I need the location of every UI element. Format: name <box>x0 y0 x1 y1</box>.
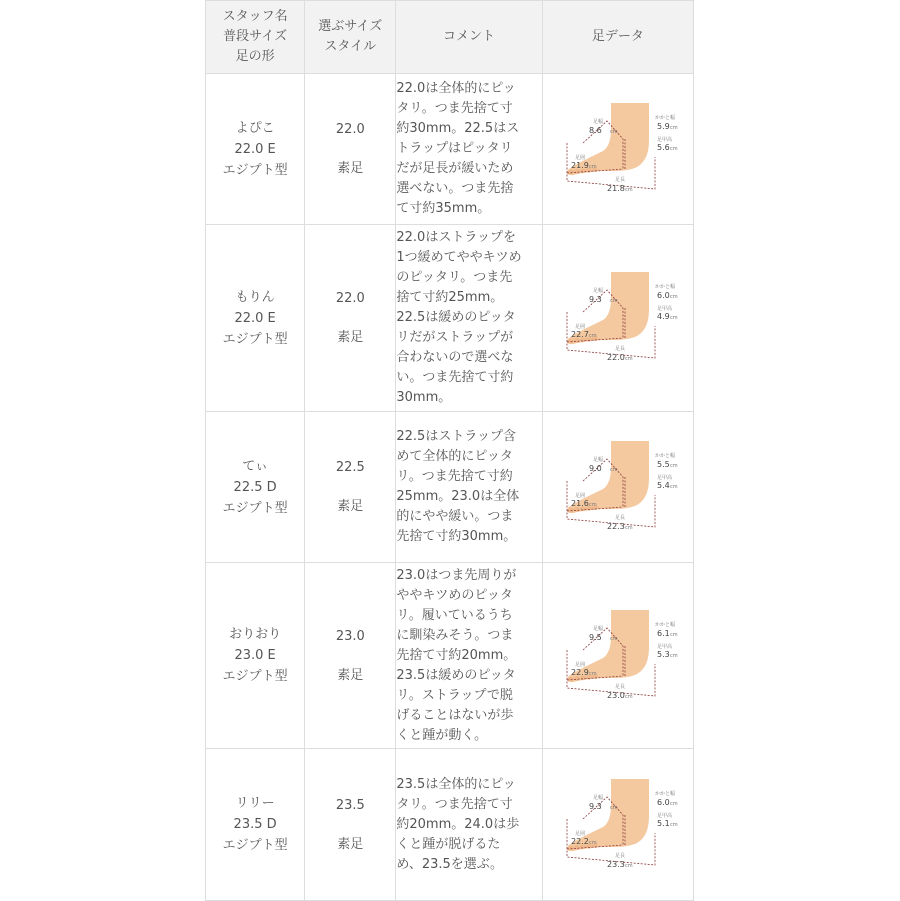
staff-cell <box>206 225 305 412</box>
comment-line: 約20mm。24.0は歩 <box>396 816 520 832</box>
unit-label: cm <box>624 187 633 193</box>
girth-value: 21.6 <box>570 499 589 508</box>
foot-data-cell <box>542 749 693 901</box>
style-label: 素足 <box>337 330 364 345</box>
toe-shape <box>568 339 574 344</box>
staff-name: もりん <box>235 289 275 305</box>
comment-line: 22.5は緩めのピッタ <box>396 310 516 325</box>
staff-name: てぃ <box>242 458 268 474</box>
chosen-size: 23.0 <box>335 628 365 644</box>
heel-width-label: かかと幅 <box>654 790 675 797</box>
table-row <box>206 74 694 225</box>
girth-value: 22.2 <box>570 836 589 846</box>
foot-width-label: 足幅 <box>592 457 603 463</box>
comment-line: トラップはピッタリ <box>396 141 513 156</box>
staff-cell <box>206 749 305 901</box>
foot-data-cell <box>542 412 693 563</box>
foot-width-label: 足幅 <box>592 794 603 801</box>
instep-label: 足甲高 <box>656 137 672 143</box>
comment-cell <box>396 74 542 225</box>
instep-label: 足甲高 <box>656 475 672 481</box>
unit-label: cm <box>588 164 597 170</box>
comment-line: 30mm。 <box>396 390 452 405</box>
unit-label: cm <box>609 129 618 135</box>
chosen-size: 23.5 <box>335 797 365 813</box>
comment-line: 23.5は緩めのピッタ <box>396 667 516 683</box>
foot-width-value: 9.3 <box>588 295 602 304</box>
staff-name: よぴこ <box>235 120 275 136</box>
table-row <box>206 225 694 412</box>
unit-label: cm <box>669 631 678 638</box>
comment-line: 先捨て寸約20mm。 <box>396 647 517 663</box>
unit-label: cm <box>588 333 597 339</box>
foot-width-label: 足幅 <box>592 288 603 294</box>
comment-line: リ。履いているうち <box>396 607 513 623</box>
header-choice-line: 選ぶサイズ <box>318 19 383 34</box>
size-cell <box>305 749 396 901</box>
unit-label: cm <box>624 525 633 531</box>
heel-width-label: かかと幅 <box>654 453 675 459</box>
comment-line: 1つ緩めてややキツめ <box>396 250 522 265</box>
toe-shape <box>568 508 574 513</box>
unit-label: cm <box>669 146 678 152</box>
unit-label: cm <box>669 315 678 321</box>
unit-label: cm <box>609 804 618 811</box>
comment-line: 23.5は全体的にピッ <box>396 776 516 792</box>
staff-shape: エジプト型 <box>222 500 288 516</box>
table-body <box>206 74 694 901</box>
table-row <box>206 749 694 901</box>
staff-shape: エジプト型 <box>222 162 288 178</box>
toe-shape <box>568 676 574 681</box>
comment-line: 合わないので選べな <box>396 350 514 365</box>
length-label: 足長 <box>614 852 625 859</box>
header-row <box>206 1 694 74</box>
length-value: 23.3 <box>606 859 625 869</box>
girth-label: 足囲 <box>574 493 585 499</box>
length-value: 23.0 <box>606 690 625 700</box>
comment-line: 23.0はつま先周りが <box>396 567 517 583</box>
foot-width-value: 9.0 <box>588 464 602 473</box>
comment-line: に馴染みそう。つま <box>396 627 514 643</box>
comment-line: 22.0はストラップを <box>396 230 517 245</box>
comment-cell <box>396 749 542 901</box>
staff-usual: 22.0 E <box>234 141 276 157</box>
instep-value: 5.6 <box>656 143 670 152</box>
comment-line: い。つま先捨て寸約 <box>396 370 514 385</box>
unit-label: cm <box>669 294 678 300</box>
table-row <box>206 412 694 563</box>
instep-value: 5.1 <box>656 818 670 828</box>
staff-shape: エジプト型 <box>222 669 288 684</box>
unit-label: cm <box>624 356 633 362</box>
foot-data-cell <box>542 563 693 749</box>
comment-cell <box>396 412 542 563</box>
unit-label: cm <box>669 821 678 828</box>
heel-width-value: 5.9 <box>656 122 670 131</box>
heel-width-label: かかと幅 <box>654 284 675 290</box>
foot-width-value: 9.5 <box>588 632 602 642</box>
unit-label: cm <box>669 463 678 469</box>
foot-data-cell <box>542 225 693 412</box>
style-label: 素足 <box>337 836 364 852</box>
staff-cell <box>206 563 305 749</box>
unit-label: cm <box>624 862 633 869</box>
comment-line: 選べない。つま先捨 <box>396 181 514 196</box>
foot-diagram <box>563 437 678 537</box>
length-label: 足長 <box>614 346 625 352</box>
girth-value: 22.7 <box>570 330 589 339</box>
length-value: 22.0 <box>606 353 625 362</box>
girth-label: 足囲 <box>574 324 585 330</box>
heel-width-value: 6.1 <box>656 628 670 638</box>
chosen-size: 22.5 <box>335 460 365 475</box>
table-row <box>206 563 694 749</box>
comment-line: て寸約35mm。 <box>396 201 491 216</box>
header-staff <box>206 1 305 74</box>
unit-label: cm <box>588 502 597 508</box>
header-choice <box>305 1 396 74</box>
chosen-size: 22.0 <box>335 122 365 137</box>
staff-usual: 23.0 E <box>234 648 276 663</box>
comment-line: 先捨て寸約30mm。 <box>396 529 517 544</box>
comment-line: くと踵が動く。 <box>396 727 488 743</box>
header-choice-line: スタイル <box>324 39 377 54</box>
comment-line: ややキツめのピッタ <box>396 587 513 603</box>
toe-shape <box>568 845 574 850</box>
comment-line: くと踵が脱げるた <box>396 836 501 852</box>
comment-line: 22.5はストラップ含 <box>396 429 517 444</box>
style-label: 素足 <box>337 499 364 514</box>
instep-label: 足甲高 <box>656 812 672 819</box>
comment-line: リだがストラップが <box>396 330 514 345</box>
size-comparison-table <box>205 0 694 901</box>
unit-label: cm <box>609 635 618 642</box>
header-footdata: 足データ <box>542 1 693 74</box>
header-comment: コメント <box>396 1 542 74</box>
staff-cell <box>206 74 305 225</box>
staff-usual: 22.5 D <box>233 479 277 495</box>
chosen-size: 22.0 <box>335 291 365 306</box>
heel-width-value: 6.0 <box>656 797 670 807</box>
unit-label: cm <box>609 467 618 473</box>
foot-width-label: 足幅 <box>592 119 603 125</box>
instep-label: 足甲高 <box>656 643 672 650</box>
staff-usual: 23.5 D <box>233 817 277 832</box>
staff-cell <box>206 412 305 563</box>
staff-usual: 22.0 E <box>234 310 276 326</box>
comment-line: リ。ストラップで脱 <box>396 687 513 703</box>
unit-label: cm <box>588 670 597 677</box>
comment-line: 的にやや緩い。つま <box>396 509 514 524</box>
comment-line: だが足長が緩いため <box>396 161 514 176</box>
comment-line: 捨て寸約25mm。 <box>396 290 504 305</box>
comment-cell <box>396 563 542 749</box>
girth-label: 足囲 <box>574 830 585 837</box>
size-cell <box>305 74 396 225</box>
foot-diagram <box>563 606 678 706</box>
heel-width-value: 5.5 <box>656 460 670 469</box>
comment-line: 22.0は全体的にピッ <box>396 81 516 96</box>
unit-label: cm <box>588 839 597 846</box>
instep-label: 足甲高 <box>656 306 672 312</box>
foot-diagram <box>563 99 678 199</box>
length-label: 足長 <box>614 177 625 183</box>
girth-value: 21.9 <box>570 161 589 170</box>
comment-line: のピッタリ。つま先 <box>396 270 513 285</box>
size-cell <box>305 412 396 563</box>
header-staff-line: 普段サイズ <box>223 29 288 44</box>
unit-label: cm <box>669 484 678 490</box>
foot-diagram <box>563 775 678 875</box>
unit-label: cm <box>624 693 633 700</box>
comment-line: 25mm。23.0は全体 <box>396 489 520 504</box>
header-staff-line: 足の形 <box>235 49 275 64</box>
style-label: 素足 <box>337 667 364 683</box>
foot-width-label: 足幅 <box>592 625 603 632</box>
foot-width-value: 8.6 <box>588 126 602 135</box>
toe-shape <box>568 170 574 175</box>
foot-width-value: 9.3 <box>588 801 602 811</box>
staff-name: おりおり <box>229 627 282 642</box>
unit-label: cm <box>669 800 678 807</box>
instep-value: 5.3 <box>656 649 670 659</box>
style-label: 素足 <box>337 161 364 176</box>
girth-value: 22.9 <box>570 667 589 677</box>
comment-line: タリ。つま先捨て寸 <box>396 796 513 812</box>
heel-width-label: かかと幅 <box>654 115 675 121</box>
instep-value: 4.9 <box>656 312 670 321</box>
staff-shape: エジプト型 <box>222 838 288 853</box>
length-label: 足長 <box>614 515 625 521</box>
staff-shape: エジプト型 <box>222 331 288 347</box>
comment-line: げることはないが歩 <box>396 707 514 723</box>
comment-line: タリ。つま先捨て寸 <box>396 101 513 116</box>
girth-label: 足囲 <box>574 661 585 668</box>
length-label: 足長 <box>614 683 625 690</box>
comment-line: リ。つま先捨て寸約 <box>396 469 513 484</box>
header-staff-line: スタッフ名 <box>222 9 288 24</box>
girth-label: 足囲 <box>574 155 585 161</box>
length-value: 22.3 <box>606 522 625 531</box>
comment-line: め、23.5を選ぶ。 <box>396 856 504 872</box>
heel-width-value: 6.0 <box>656 291 670 300</box>
length-value: 21.8 <box>606 184 625 193</box>
unit-label: cm <box>609 298 618 304</box>
heel-width-label: かかと幅 <box>654 621 675 628</box>
foot-data-cell <box>542 74 693 225</box>
comment-line: めて全体的にピッタ <box>396 449 513 464</box>
size-cell <box>305 563 396 749</box>
comment-line: 約30mm。22.5はス <box>396 121 520 136</box>
unit-label: cm <box>669 125 678 131</box>
staff-name: リリー <box>235 796 275 811</box>
unit-label: cm <box>669 652 678 659</box>
foot-diagram <box>563 268 678 368</box>
instep-value: 5.4 <box>656 481 670 490</box>
comment-cell <box>396 225 542 412</box>
size-cell <box>305 225 396 412</box>
